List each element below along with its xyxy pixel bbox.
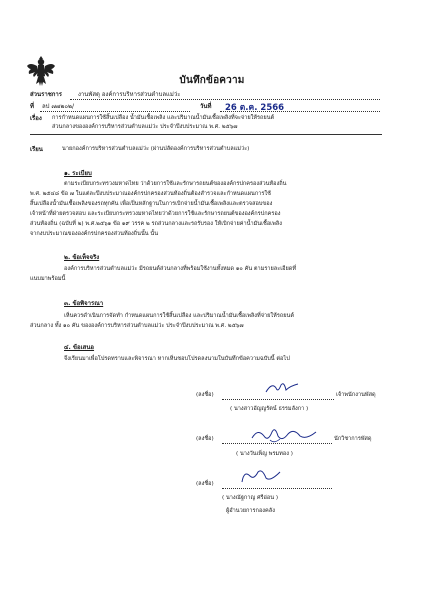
- signature-3-position: ผู้อำนวยการกองคลัง: [226, 508, 275, 514]
- signature-3-mark: [236, 466, 286, 486]
- section-3-line: เห็นควรดำเนินการจัดทำ กำหนดแผนการใช้สิ้นเปลือง และปริมาณน้ำมันเชื้อเพลิงที่จ่ายให้รถยนต์: [64, 313, 294, 319]
- ref-dotted-line: [40, 111, 190, 112]
- agency-label: ส่วนราชการ: [30, 91, 63, 98]
- signature-1-mark: [262, 380, 302, 396]
- section-2-line: แนบมาพร้อมนี้: [30, 276, 66, 282]
- section-1-line: สิ้นเปลืองน้ำมันเชื้อเพลิงของรถทุกคัน เพื่อเป็นหลักฐานในการเบิกจ่ายน้ำมันเชื้อเพลิงและตรวจสอบของ: [30, 201, 273, 207]
- signature-3-line: [222, 488, 332, 489]
- section-1-line: จากงบประมาณขององค์กรปกครองส่วนท้องถิ่นนั้น นั้น: [30, 231, 159, 237]
- signature-2-name: ( นางวันเพ็ญ พรมทอง ): [236, 451, 293, 457]
- section-3-heading: ๓. ข้อพิจารณา: [64, 300, 104, 307]
- date-dotted-line: [220, 111, 380, 112]
- agency-value: งานพัสดุ องค์การบริหารส่วนตำบลแม่ว่ะ: [78, 91, 181, 98]
- to-value: นายกองค์การบริหารส่วนตำบลแม่ว่ะ (ผ่านปลัดองค์การบริหารส่วนตำบลแม่ว่ะ): [62, 146, 250, 152]
- section-1-heading: ๑. ระเบียบ: [64, 170, 92, 177]
- section-2-heading: ๒. ข้อเท็จจริง: [64, 254, 100, 261]
- memo-title: บันทึกข้อความ: [179, 75, 245, 86]
- signature-1-line: [222, 399, 334, 400]
- date-label: วันที่: [200, 103, 212, 110]
- section-4-heading: ๔. ข้อเสนอ: [64, 344, 95, 351]
- signature-1-label: (ลงชื่อ): [196, 392, 214, 398]
- section-1-line: เจ้าหน้าที่ฝ่ายตรวจสอบ และระเบียบกระทรวงมหาดไทยว่าด้วยการใช้และรักษารถยนต์ขององค์กรปกครอง: [30, 211, 281, 217]
- ref-value: ลป ๗๗๒๐๒/: [42, 103, 75, 110]
- section-4-line: จึงเรียนมาเพื่อโปรดทราบและพิจารณา หากเห็นชอบโปรดลงนามในบันทึกข้อความฉบับนี้ ต่อไป: [64, 356, 290, 362]
- section-1-line: ตามระเบียบกระทรวงมหาดไทย ว่าด้วยการใช้และรักษารถยนต์ขององค์กรปกครองส่วนท้องถิ่น: [64, 181, 287, 187]
- signature-1-position: เจ้าพนักงานพัสดุ: [336, 392, 376, 398]
- signature-2-line: [222, 443, 332, 444]
- subject-line-2: ส่วนกลางขององค์การบริหารส่วนตำบลแม่ว่ะ ประจำปีงบประมาณ พ.ศ. ๒๕๖๗: [52, 124, 238, 130]
- signature-3-label: (ลงชื่อ): [196, 481, 214, 487]
- section-3-line: ส่วนกลาง ทั้ง ๑๐ คัน ขององค์การบริหารส่วนตำบลแม่ว่ะ ประจำปีงบประมาณ พ.ศ. ๒๕๖๗: [30, 323, 244, 329]
- signature-2-position: นักวิชาการพัสดุ: [334, 436, 372, 442]
- header-divider: [30, 134, 382, 135]
- to-label: เรียน: [30, 146, 43, 153]
- section-1-line: ส่วนท้องถิ่น (ฉบับที่ ๒) พ.ศ.๒๕๖๑ ข้อ ๑๙ วรรค ๒ รถส่วนกลางและรถรับรอง ให้เบิกจ่ายค่าน้ำมันเชื้อเพลิง: [30, 221, 282, 227]
- signature-1-name: ( นางสาวอัญญรัตน์ ธรรมลังกา ): [230, 406, 309, 412]
- subject-label: เรื่อง: [30, 115, 42, 122]
- signature-3-name: ( นางณัฐกาญ ศรีอ่อน ): [222, 495, 279, 501]
- ref-label: ที่: [30, 103, 34, 110]
- section-2-line: องค์การบริหารส่วนตำบลแม่ว่ะ มีรถยนต์ส่วนกลางที่พร้อมใช้งานทั้งหมด ๑๐ คัน ตามรายละเอียดที่: [64, 266, 297, 272]
- signature-2-label: (ลงชื่อ): [196, 436, 214, 442]
- subject-line-1: การกำหนดแผนการใช้สิ้นเปลือง น้ำมันเชื้อเพลิง และปริมาณน้ำมันเชื้อเพลิงที่จะจ่ายให้รถยนต์: [52, 115, 275, 121]
- section-1-line: พ.ศ. ๒๕๔๘ ข้อ ๗ ในแต่ละปีงบประมาณองค์กรปกครองส่วนท้องถิ่นต้องสำรวจและกำหนดแผนการใช้: [30, 191, 271, 197]
- date-stamp: 26 ต.ค. 2566: [225, 103, 285, 113]
